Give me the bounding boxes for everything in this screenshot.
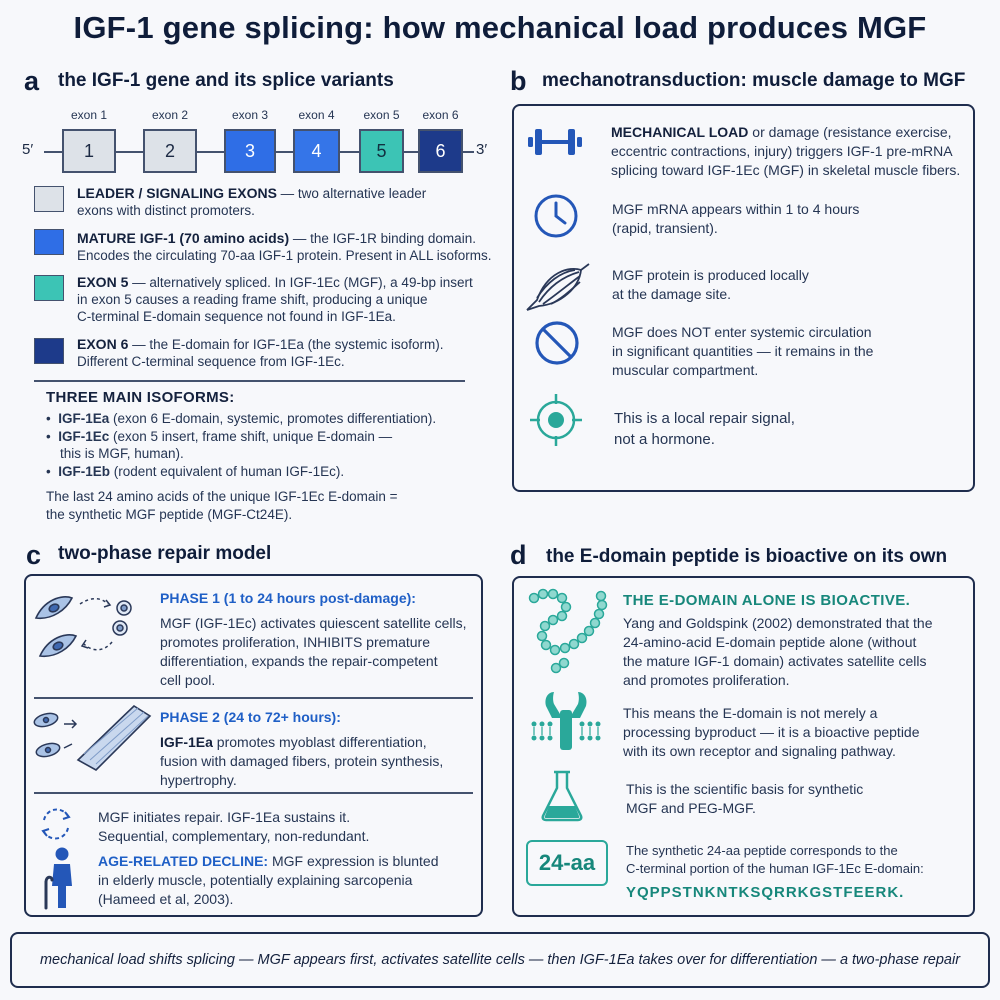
isoform-item-eb: • IGF-1Eb (rodent equivalent of human IGF-1Ec). xyxy=(46,463,345,479)
exon-box-2: 2 xyxy=(143,129,197,173)
summary-text: MGF initiates repair. IGF-1Ea sustains it. Sequential, complementary, non-redundant. xyxy=(98,809,370,844)
legend-swatch-mature xyxy=(34,229,64,255)
exon-label-5: exon 5 xyxy=(363,108,400,122)
isoform-item-ea: • IGF-1Ea (exon 6 E-domain, systemic, promotes differentiation). xyxy=(46,411,437,426)
24aa-badge: 24-aa xyxy=(526,840,608,886)
phase1-text: MGF (IGF-1Ec) activates quiescent satellite cells, promotes proliferation, INHIBITS premature differentiation, expands the repair-competent cell pool. xyxy=(160,615,467,688)
flask-icon xyxy=(540,770,584,822)
exon-box-3: 3 xyxy=(224,129,276,173)
legend-exon6: EXON 6 — the E-domain for IGF-1Ea (the systemic isoform). Different C-terminal sequence from IGF-1Ec. xyxy=(77,336,444,369)
phase1-heading: PHASE 1 (1 to 24 hours post-damage): xyxy=(160,590,416,606)
age-decline-text: AGE-RELATED DECLINE: MGF expression is blunted in elderly muscle, potentially explaining sarcopenia (Hameed et al, 2003). xyxy=(98,853,439,907)
phase2-text: IGF-1Ea promotes myoblast differentiation, fusion with damaged fibers, protein synthesis, hypertrophy. xyxy=(160,734,444,788)
legend-swatch-exon6 xyxy=(34,338,64,364)
exon-box-6: 6 xyxy=(418,129,463,173)
load-text: MECHANICAL LOAD or damage (resistance exercise, eccentric contractions, injury) triggers IGF-1 pre-mRNA splicing toward IGF-1Ec (MGF) in skeletal muscle fibers. xyxy=(611,124,961,178)
panel-b-letter: b xyxy=(510,66,527,96)
timing-text: MGF mRNA appears within 1 to 4 hours (rapid, transient). xyxy=(612,201,860,236)
legend-mature: MATURE IGF-1 (70 amino acids) — the IGF-1R binding domain. Encodes the circulating 70-aa IGF-1 protein. Present in ALL isoforms. xyxy=(77,230,492,263)
legend-exon5: EXON 5 — alternatively spliced. In IGF-1Ec (MGF), a 49-bp insert in exon 5 causes a reading frame shift, producing a unique C-terminal E-domain sequence not found in IGF-1Ea. xyxy=(77,274,473,324)
clock-icon xyxy=(533,193,579,239)
exon-box-4: 4 xyxy=(293,129,340,173)
phase-divider-2 xyxy=(34,792,473,794)
isoform-list xyxy=(46,410,466,480)
no-circulation-text: MGF does NOT enter systemic circulation in significant quantities — it remains in the muscular compartment. xyxy=(612,324,874,378)
phase-divider-1 xyxy=(34,697,473,699)
synthetic-peptide-text: The synthetic 24-aa peptide corresponds to the C-terminal portion of the human IGF-1Ec E-domain: xyxy=(626,843,924,876)
exon-label-6: exon 6 xyxy=(422,108,459,122)
peptide-chain-icon xyxy=(526,588,612,674)
exon-box-1: 1 xyxy=(62,129,116,173)
local-production-text: MGF protein is produced locally at the damage site. xyxy=(612,267,809,302)
bioactive-heading: THE E-DOMAIN ALONE IS BIOACTIVE. xyxy=(623,592,911,609)
panel-c-letter: c xyxy=(26,540,42,570)
exon-label-4: exon 4 xyxy=(298,108,335,122)
panel-d-letter: d xyxy=(510,540,527,570)
exon-label-1: exon 1 xyxy=(70,108,108,122)
legend-leader: LEADER / SIGNALING EXONS — two alternative leader exons with distinct promoters. xyxy=(77,185,427,218)
panel-b-title: mechanotransduction: muscle damage to MGF xyxy=(542,70,966,91)
five-prime-label: 5′ xyxy=(22,141,34,158)
satellite-cells-icon xyxy=(32,586,144,666)
panel-d-title: the E-domain peptide is bioactive on its own xyxy=(546,546,948,567)
panel-a-divider xyxy=(34,380,465,382)
elderly-person-icon xyxy=(40,846,80,910)
receptor-icon xyxy=(530,690,602,752)
three-prime-label: 3′ xyxy=(476,141,488,158)
mgf-peptide-note: The last 24 amino acids of the unique IGF-1Ec E-domain = the synthetic MGF peptide (MGF-Ct24E). xyxy=(46,489,398,522)
phase2-heading: PHASE 2 (24 to 72+ hours): xyxy=(160,709,341,725)
scientific-basis-text: This is the scientific basis for synthetic MGF and PEG-MGF. xyxy=(626,781,864,816)
isoforms-heading: THREE MAIN ISOFORMS: xyxy=(46,389,235,406)
exon-label-3: exon 3 xyxy=(231,108,269,122)
not-byproduct-text: This means the E-domain is not merely a processing byproduct — it is a bioactive peptide with its own receptor and signaling pathway. xyxy=(623,705,920,759)
prohibited-icon xyxy=(534,320,580,366)
muscle-icon xyxy=(525,262,591,314)
legend-swatch-leader xyxy=(34,186,64,212)
panel-a-letter: a xyxy=(24,66,40,96)
page-title: IGF-1 gene splicing: how mechanical load produces MGF xyxy=(73,10,927,45)
footer-box xyxy=(10,932,990,988)
panel-c-title: two-phase repair model xyxy=(58,543,272,564)
exon-label-2: exon 2 xyxy=(151,108,189,122)
dumbbell-icon xyxy=(528,126,582,158)
legend-swatch-exon5 xyxy=(34,275,64,301)
panel-a-title: the IGF-1 gene and its splice variants xyxy=(58,70,394,91)
isoform-item-ec: • IGF-1Ec (exon 5 insert, frame shift, unique E-domain — this is MGF, human). xyxy=(46,428,393,461)
yang-goldspink-text: Yang and Goldspink (2002) demonstrated that the 24-amino-acid E-domain peptide alone (without the mature IGF-1 domain) activates satellite cells and promotes proliferation. xyxy=(623,615,933,688)
target-icon xyxy=(528,392,584,448)
peptide-sequence: YQPPSTNKNTKSQRRKGSTFEERK. xyxy=(626,884,905,901)
footer-summary: mechanical load shifts splicing — MGF appears first, activates satellite cells — then IGF-1Ea takes over for differentiation — a two-phase repair xyxy=(39,952,961,968)
myoblast-fusion-icon xyxy=(32,702,154,772)
cycle-icon xyxy=(36,804,76,844)
exon-box-5: 5 xyxy=(359,129,404,173)
local-signal-text: This is a local repair signal, not a hormone. xyxy=(614,410,795,448)
